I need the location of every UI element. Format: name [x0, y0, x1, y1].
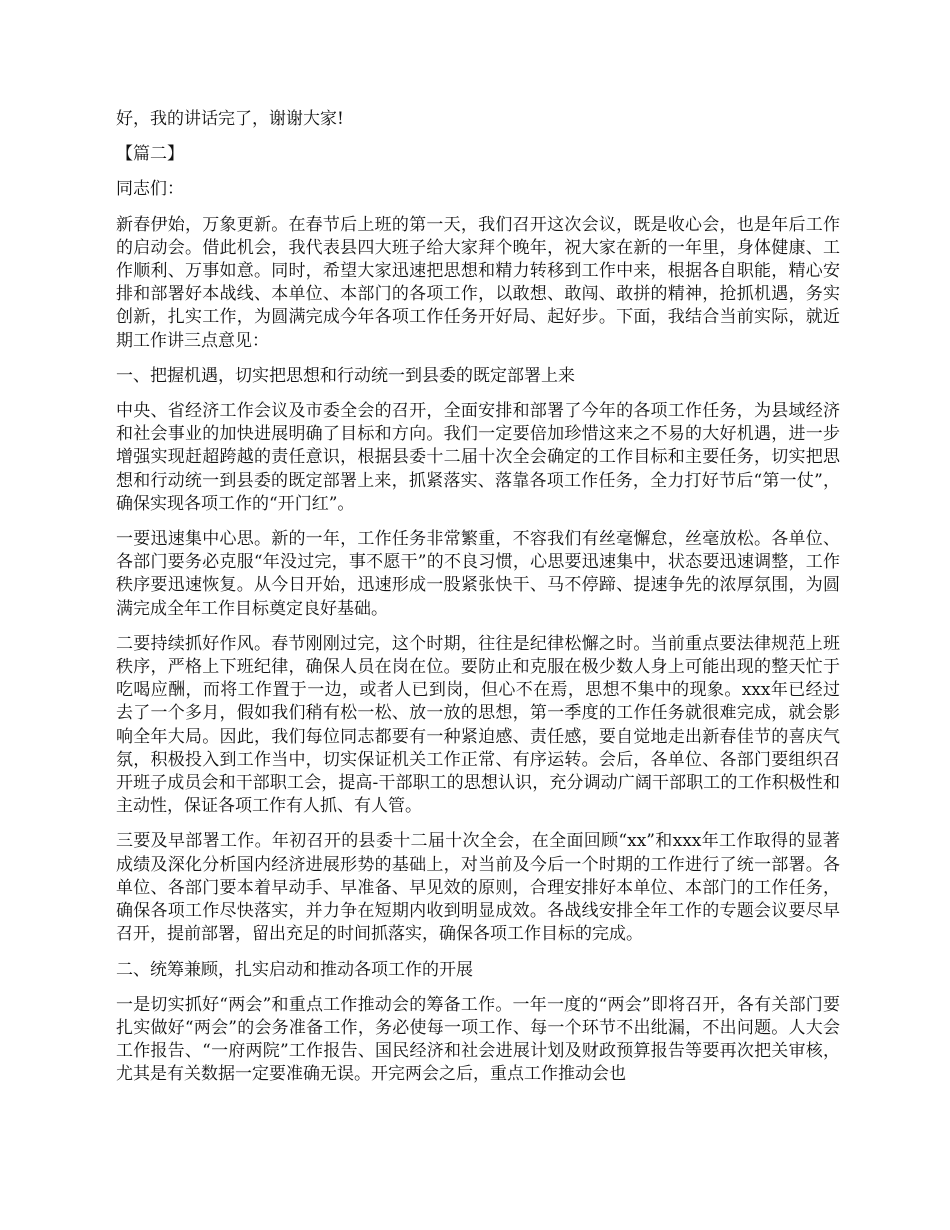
salutation: 同志们： [116, 179, 184, 200]
body-paragraph: 一是切实抓好“两会”和重点工作推动会的筹备工作。一年一度的“两会”即将召开，各有关部门要扎实做好“两会”的会务准备工作，务必使每一项工作、每一个环节不出纰漏，不出问题。人大会工作报告、“一府两院”工作报告、国民经济和社会进展计划及财政预算报告等要再次把关审核，尤其是有关数据一定要准确无误。开完两会之后，重点工作推动会也 [116, 994, 840, 1085]
body-paragraph: 二要持续抓好作风。春节刚刚过完，这个时期，往往是纪律松懈之时。当前重点要法律规范上班秩序，严格上下班纪律，确保人员在岗在位。要防止和克服在极少数人身上可能出现的整天忙于吃喝应酬，而将工作置于一边，或者人已到岗，但心不在焉，思想不集中的现象。xxx年已经过去了一个多月，假如我们稍有松一松、放一放的思想，第一季度的工作任务就很难完成，就会影响全年大局。因此，我们每位同志都要有一种紧迫感、责任感，要自觉地走出新春佳节的喜庆气氛，积极投入到工作当中，切实保证机关工作正常、有序运转。会后，各单位、各部门要组织召开班子成员会和干部职工会，提高-干部职工的思想认识，充分调动广阔干部职工的工作积极性和主动性，保证各项工作有人抓、有人管。 [116, 633, 840, 817]
section-heading-one: 一、把握机遇，切实把思想和行动统一到县委的既定部署上来 [116, 365, 575, 386]
closing-line: 好，我的讲话完了，谢谢大家! [116, 109, 344, 129]
body-paragraph: 一要迅速集中心思。新的一年，工作任务非常繁重，不容我们有丝毫懈怠，丝毫放松。各单位、各部门要务必克服“年没过完，事不愿干”的不良习惯，心思要迅速集中，状态要迅速调整，工作秩序要迅速恢复。从今日开始，迅速形成一股紧张快干、马不停蹄、提速争先的浓厚氛围，为圆满完成全年工作目标奠定良好基础。 [116, 529, 840, 619]
intro-paragraph: 新春伊始，万象更新。在春节后上班的第一天，我们召开这次会议，既是收心会，也是年后工作的启动会。借此机会，我代表县四大班子给大家拜个晚年，祝大家在新的一年里，身体健康、工作顺利、万事如意。同时，希望大家迅速把思想和精力转移到工作中来，根据各自职能，精心安排和部署好本战线、本单位、本部门的各项工作，以敢想、敢闯、敢拼的精神，抢抓机遇，务实创新，扎实工作，为圆满完成今年各项工作任务开好局、起好步。下面，我结合当前实际，就近期工作讲三点意见： [116, 214, 840, 351]
section-marker: 【篇二】 [116, 144, 184, 165]
section-heading-two: 二、统筹兼顾，扎实启动和推动各项工作的开展 [116, 959, 473, 980]
body-paragraph: 三要及早部署工作。年初召开的县委十二届十次全会，在全面回顾“xx”和xxx年工作取得的显著成绩及深化分析国内经济进展形势的基础上，对当前及今后一个时期的工作进行了统一部署。各单位、各部门要本着早动手、早准备、早见效的原则，合理安排好本单位、本部门的工作任务，确保各项工作尽快落实，并力争在短期内收到明显成效。各战线安排全年工作的专题会议要尽早召开，提前部署，留出充足的时间抓落实，确保各项工作目标的完成。 [116, 831, 840, 945]
document-page [116, 108, 840, 1099]
body-paragraph: 中央、省经济工作会议及市委全会的召开，全面安排和部署了今年的各项工作任务，为县域经济和社会事业的加快进展明确了目标和方向。我们一定要倍加珍惜这来之不易的大好机遇，进一步增强实现赶超跨越的责任意识，根据县委十二届十次全会确定的工作目标和主要任务，切实把思想和行动统一到县委的既定部署上来，抓紧落实、落靠各项工作任务，全力打好节后“第一仗”，确保实现各项工作的“开门红”。 [116, 401, 840, 514]
